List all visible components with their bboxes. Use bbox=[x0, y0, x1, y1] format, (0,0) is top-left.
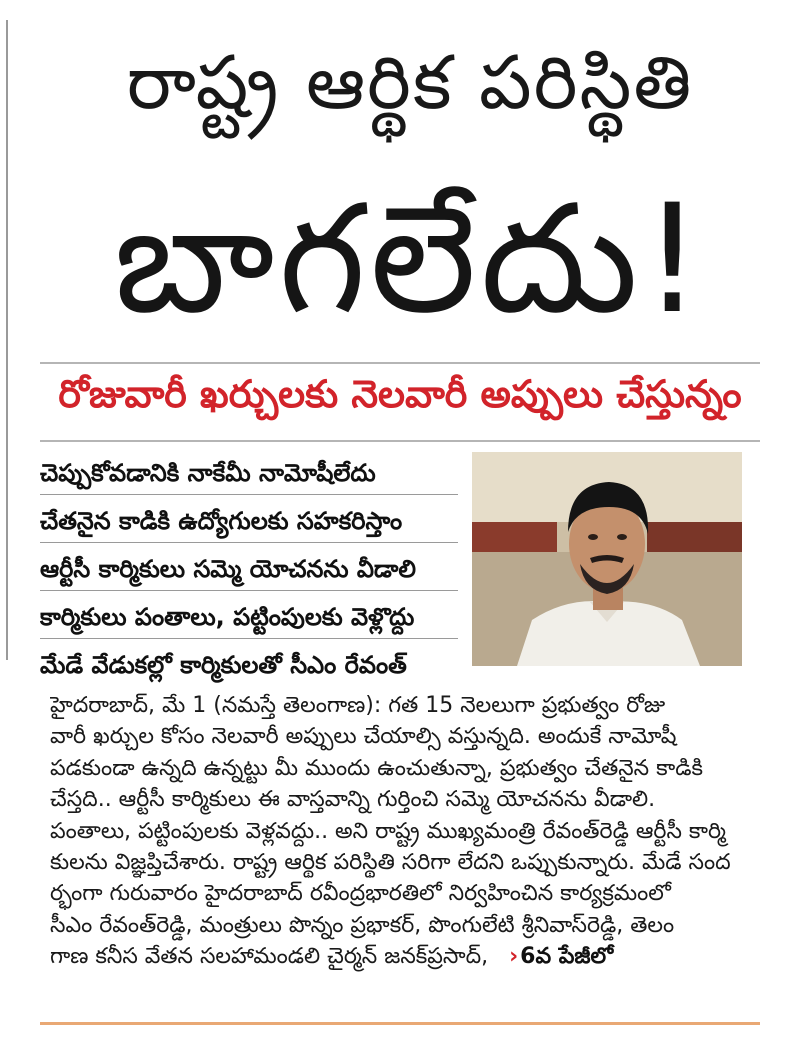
highlight-item: ఆర్టీసీ కార్మికులు సమ్మె యోచనను వీడాలి bbox=[40, 548, 458, 591]
subheadline: రోజువారీ ఖర్చులకు నెలవారీ అప్పులు చేస్తున్నం bbox=[58, 372, 742, 416]
portrait-photo bbox=[472, 452, 742, 666]
body-line-text: గాణ కనీస వేతన సలహామండలి చైర్మన్ జనక్‌ప్రసాద్, bbox=[50, 944, 489, 970]
divider-bottom bbox=[40, 440, 760, 442]
continuation-label: 6వ పేజీలో bbox=[520, 944, 614, 970]
left-column-rule bbox=[6, 20, 8, 660]
body-line: హైదరాబాద్, మే 1 (నమస్తే తెలంగాణ): గత 15 నెలలుగా ప్రభుత్వం రోజు bbox=[50, 693, 666, 718]
highlight-item: కార్మికులు పంతాలు, పట్టింపులకు వెళ్లొద్దు bbox=[40, 596, 458, 639]
body-line: కులను విజ్ఞప్తిచేశారు. రాష్ట్ర ఆర్థిక పరిస్థితి సరిగా లేదని ఒప్పుకున్నారు. మేడే సంద bbox=[50, 849, 731, 875]
body-line: ర్భంగా గురువారం హైదరాబాద్ రవీంద్రభారతిలో నిర్వహించిన కార్యక్రమంలో bbox=[50, 881, 671, 907]
body-line: వారీ ఖర్చుల కోసం నెలవారీ అప్పులు చేయాల్సి వస్తున్నది. అందుకే నామోషీ bbox=[50, 724, 677, 750]
body-line: పడకుండా ఉన్నది ఉన్నట్టు మీ ముందు ఉంచుతున్నా, ప్రభుత్వం చేతనైన కాడికి bbox=[50, 755, 703, 781]
headline-line-1: రాష్ట్ర ఆర్థిక పరిస్థితి bbox=[126, 40, 694, 126]
article-body bbox=[50, 690, 750, 973]
headline-line-2: బాగలేదు! bbox=[113, 173, 707, 347]
body-line: చేస్తది.. ఆర్టీసీ కార్మికులు ఈ వాస్తవాన్ని గుర్తించి సమ్మె యోచనను వీడాలి. bbox=[50, 787, 656, 813]
chevron-right-icon: › bbox=[509, 944, 519, 970]
highlight-item: చెప్పుకోవడానికి నాకేమీ నామోషీలేదు bbox=[40, 452, 458, 495]
body-line: సీఎం రేవంత్‌రెడ్డి, మంత్రులు పొన్నం ప్రభాకర్, పొంగులేటి శ్రీనివాస్‌రెడ్డి, తెలం bbox=[50, 912, 675, 938]
highlight-item: చేతనైన కాడికి ఉద్యోగులకు సహకరిస్తాం bbox=[40, 500, 458, 543]
highlight-list bbox=[40, 452, 458, 691]
highlight-item: మేడే వేడుకల్లో కార్మికులతో సీఎం రేవంత్ bbox=[40, 651, 407, 679]
bottom-rule bbox=[40, 1022, 760, 1025]
continuation-link[interactable] bbox=[509, 944, 613, 969]
body-line: పంతాలు, పట్టింపులకు వెళ్లవద్దు.. అని రాష్ట్ర ముఖ్యమంత్రి రేవంత్‌రెడ్డి ఆర్టీసీ కార్మి bbox=[50, 818, 726, 844]
divider-top bbox=[40, 362, 760, 364]
body-line-last bbox=[50, 941, 750, 972]
